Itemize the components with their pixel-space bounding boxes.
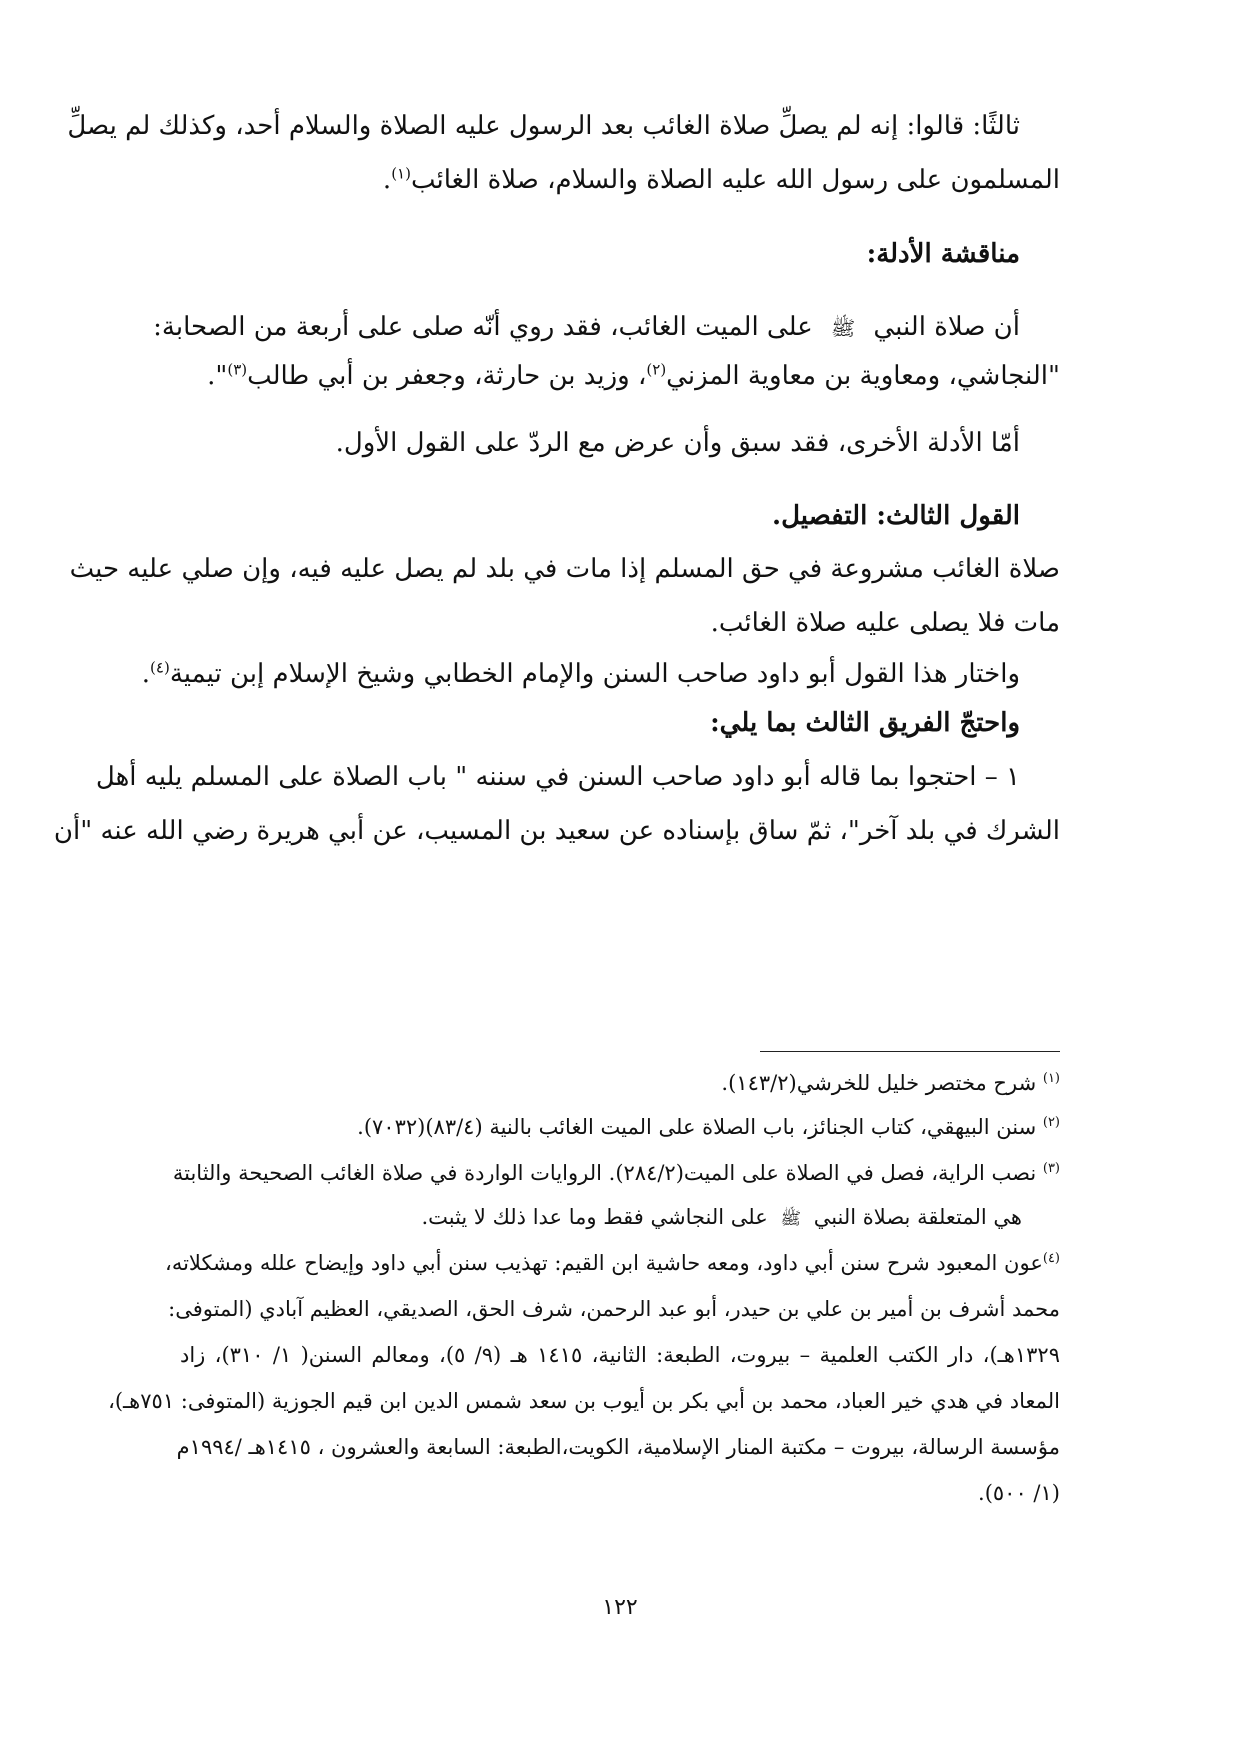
footnote-ref[interactable]: (٤) xyxy=(150,658,170,677)
section-heading: القول الثالث: التفصيل. xyxy=(772,501,1020,531)
text: أن صلاة النبي xyxy=(873,312,1020,342)
footnote-text: هي المتعلقة بصلاة النبي xyxy=(813,1205,1022,1229)
text: "النجاشي، ومعاوية بن معاوية المزني xyxy=(666,361,1060,391)
paragraph-line: مات فلا يصلى عليه صلاة الغائب. xyxy=(710,608,1060,638)
footnote-text: سنن البيهقي، كتاب الجنائز، باب الصلاة على الميت الغائب بالنية (٨٣/٤)(٧٠٣٢). xyxy=(357,1115,1037,1139)
paragraph-line: ١ – احتجوا بما قاله أبو داود صاحب السنن في سننه " باب الصلاة على المسلم يليه أهل xyxy=(95,762,1020,792)
footnote-text: نصب الراية، فصل في الصلاة على الميت(٢٨٤/٢). الروايات الواردة في صلاة الغائب الصحيحة والثابتة xyxy=(172,1161,1037,1185)
text: واختار هذا القول أبو داود صاحب السنن والإمام الخطابي وشيخ الإسلام إبن تيمية xyxy=(169,659,1020,689)
footnote xyxy=(172,1156,1060,1190)
footnote-text: شرح مختصر خليل للخرشي(١٤٣/٢). xyxy=(721,1071,1037,1095)
text: على الميت الغائب، فقد روي أنّه صلى على أربعة من الصحابة: xyxy=(153,312,813,342)
footnote-text: عون المعبود شرح سنن أبي داود، ومعه حاشية ابن القيم: تهذيب سنن أبي داود وإيضاح علله ومشكلاته، xyxy=(165,1251,1043,1275)
footnote-separator xyxy=(760,1051,1060,1052)
footnote-ref[interactable]: (٢) xyxy=(646,360,667,379)
text: ، وزيد بن حارثة، وجعفر بن أبي طالب xyxy=(247,361,647,391)
paragraph-line: أمّا الأدلة الأخرى، فقد سبق وأن عرض مع الردّ على القول الأول. xyxy=(335,428,1020,458)
text: . xyxy=(382,165,392,195)
footnote-number: (٢) xyxy=(1042,1115,1060,1130)
paragraph-line xyxy=(180,356,1060,396)
footnote-line xyxy=(180,1200,1022,1236)
footnote-line: (١/ ٥٠٠). xyxy=(978,1481,1060,1505)
paragraph-line: صلاة الغائب مشروعة في حق المسلم إذا مات في بلد لم يصل عليه فيه، وإن صلي عليه حيث xyxy=(69,554,1060,584)
text: . xyxy=(141,659,151,689)
section-heading: واحتجّ الفريق الثالث بما يلي: xyxy=(710,708,1020,738)
footnote-ref[interactable]: (٣) xyxy=(227,360,248,379)
footnote-number: (٣) xyxy=(1042,1161,1060,1176)
footnote-text: على النجاشي فقط وما عدا ذلك لا يثبت. xyxy=(421,1205,768,1229)
footnote-number: (٤) xyxy=(1042,1251,1060,1266)
footnote-ref[interactable]: (١) xyxy=(391,164,411,183)
footnote xyxy=(180,1110,1060,1144)
salutation-glyph: ﷺ xyxy=(830,316,856,340)
paragraph-line xyxy=(153,307,1020,348)
paragraph-line: ثالثًا: قالوا: إنه لم يصلِّ صلاة الغائب بعد الرسول عليه الصلاة والسلام أحد، وكذلك لم يصلِّ xyxy=(67,111,1020,141)
paragraph-line xyxy=(180,160,1060,200)
page-number: ١٢٢ xyxy=(602,1595,638,1620)
paragraph-line xyxy=(141,654,1020,694)
footnote-line: مؤسسة الرسالة، بيروت – مكتبة المنار الإسلامية، الكويت،الطبعة: السابعة والعشرون ، ١٤١٥هـ /١٩٩٤م xyxy=(176,1435,1060,1459)
footnote-line: ١٣٢٩هـ)، دار الكتب العلمية – بيروت، الطبعة: الثانية، ١٤١٥ هـ (٩/ ٥)، ومعالم السنن( ١/ ٣١٠)، زاد xyxy=(180,1343,1060,1367)
paragraph-line: الشرك في بلد آخر"، ثمّ ساق بإسناده عن سعيد بن المسيب، عن أبي هريرة رضي الله عنه "أن xyxy=(53,816,1060,846)
footnote xyxy=(180,1066,1060,1100)
footnote xyxy=(165,1246,1060,1280)
footnote-number: (١) xyxy=(1042,1071,1060,1086)
footnote-line: محمد أشرف بن أمير بن علي بن حيدر، أبو عبد الرحمن، شرف الحق، الصديقي، العظيم آبادي (المتوفى: xyxy=(168,1297,1060,1321)
footnote-line: المعاد في هدي خير العباد، محمد بن أبي بكر بن أيوب بن سعد شمس الدين ابن قيم الجوزية (المتوفى: ٧٥١هـ)، xyxy=(108,1389,1060,1413)
salutation-glyph: ﷺ xyxy=(780,1208,802,1229)
text: ". xyxy=(207,361,228,391)
text: المسلمون على رسول الله عليه الصلاة والسلام، صلاة الغائب xyxy=(410,165,1060,195)
section-heading: مناقشة الأدلة: xyxy=(866,239,1020,269)
